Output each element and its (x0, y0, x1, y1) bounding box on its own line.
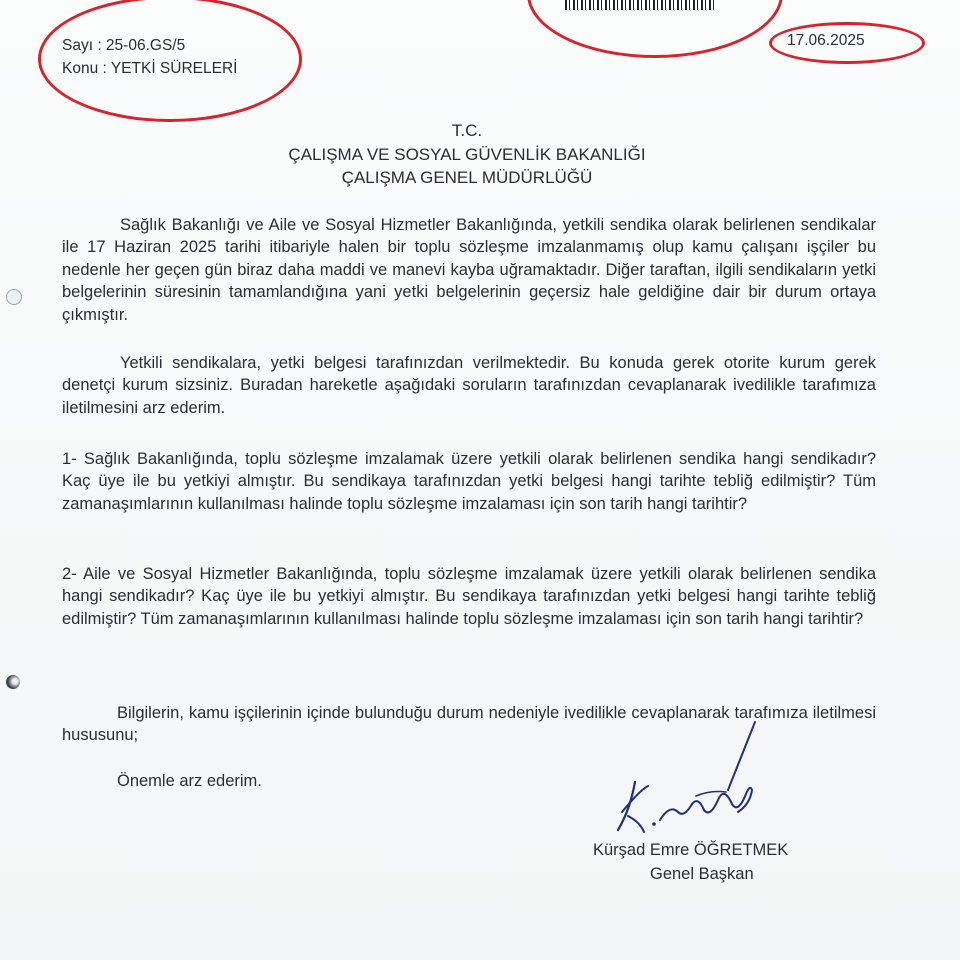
letterhead-directorate: ÇALIŞMA GENEL MÜDÜRLÜĞÜ (341, 168, 593, 187)
body-paragraph-1: Sağlık Bakanlığı ve Aile ve Sosyal Hizmetler Bakanlığında, yetkili sendika olarak belirlenen sendikalar ile 17 Haziran 2025 tarihi itibariyle halen bir toplu sözleşme imzalanmamış olup kamu çalışanı işçiler bu nedenle her geçen gün biraz daha maddi ve manevi kayba uğramaktadır. Diğer taraftan, ilgili sendikaların yetki belgelerinin süresinin tamamlandığına yani yetki belgelerinin geçersiz hale geldiğine dair bir durum ortaya çıkmıştır. (62, 216, 876, 324)
red-annotation-circle-date (769, 22, 925, 64)
signatory-name: Kürşad Emre ÖĞRETMEK (593, 841, 789, 859)
document-date: 17.06.2025 (787, 32, 865, 49)
body-paragraph-5: Bilgilerin, kamu işçilerinin içinde bulunduğu durum nedeniyle ivedilikle cevaplanarak tarafımıza iletilmesi hususunu; (62, 704, 876, 745)
reference-number: Sayı : 25-06.GS/5 (62, 37, 186, 54)
red-annotation-circle-barcode (527, 0, 783, 58)
handwritten-signature (600, 720, 780, 850)
punch-hole-top (6, 289, 22, 305)
question-2: 2- Aile ve Sosyal Hizmetler Bakanlığında, toplu sözleşme imzalamak üzere yetkili olarak belirlenen sendika hangi sendikadır? Kaç üye ile bu yetkiyi almıştır. Bu sendikaya tarafınızdan yetki belgesi hangi tarihte tebliğ edilmiştir? Tüm zamanaşımlarının kullanılması halinde toplu sözleşme imzalaması için son tarih hangi tarihtir? (62, 565, 876, 628)
signatory-title: Genel Başkan (650, 865, 754, 883)
closing-line: Önemle arz ederim. (117, 772, 262, 790)
letterhead-tc: T.C. (451, 121, 483, 140)
question-1: 1- Sağlık Bakanlığında, toplu sözleşme imzalamak üzere yetkili olarak belirlenen sendika hangi sendikadır? Kaç üye ile bu yetkiyi almıştır. Bu sendikaya tarafınızdan yetki belgesi hangi tarihte tebliğ edilmiştir? Tüm zamanaşımlarının kullanılması halinde toplu sözleşme imzalaması için son tarih hangi tarihtir? (62, 450, 876, 513)
subject-line: Konu : YETKİ SÜRELERİ (62, 60, 238, 77)
letterhead-ministry: ÇALIŞMA VE SOSYAL GÜVENLİK BAKANLIĞI (288, 145, 646, 164)
body-paragraph-2: Yetkili sendikalara, yetki belgesi tarafınızdan verilmektedir. Bu konuda gerek otorite kurum gerek denetçi kurum sizsiniz. Buradan hareketle aşağıdaki soruların tarafınızdan cevaplanarak ivedilikle tarafımıza iletilmesini arz ederim. (62, 354, 876, 417)
punch-hole-bottom (6, 675, 20, 689)
red-annotation-circle-meta (38, 0, 302, 122)
